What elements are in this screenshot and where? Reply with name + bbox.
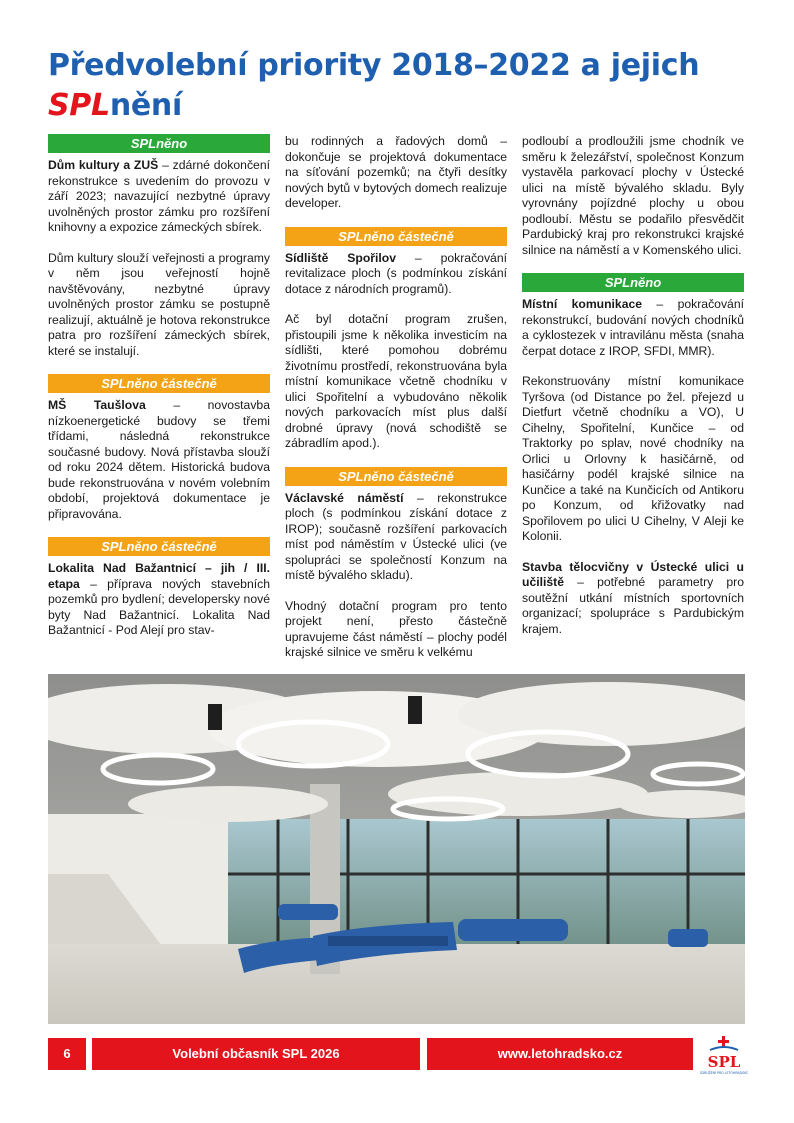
paragraph: Ač byl dotační program zrušen, přistoupili jsme k několika investicím na sídlišti, které pomohou dobrému životnímu prostředí, rekonstruována byla místní komunikace včetně chodníku v ulici Spořitelní a vybudováno několik nových parkovacích míst plus další drobné úpravy (nová schodiště se zábradlím apod.). xyxy=(285,312,507,450)
paragraph: podloubí a prodloužili jsme chodník ve směru k železářství, společnost Konzum vystavěla parkovací plochy v Ústecké ulici na místě bývalého skladu. Byly vyrovnány pojízdné plochy u obou podloubí. Městu se podařilo přesvědčit Pardubický kraj pro rekonstrukci krajské silnice na náměstí a v Komenského ulici. xyxy=(522,134,744,257)
spl-logo-mark xyxy=(700,1034,748,1076)
column-3 xyxy=(522,134,744,652)
paragraph: Dům kultury slouží veřejnosti a programy v něm jsou veřejností hojně navštěvovány, nezbytné úpravy uvolněných prostor zámku se postupně realizují, aktuálně je hotova rekonstrukce patra pro rozšíření zámeckých sbírek, které se instalují. xyxy=(48,250,270,358)
logo-subtext: SDRUŽENÍ PRO LETOHRADSKO xyxy=(700,1071,748,1075)
page-number: 6 xyxy=(63,1046,71,1061)
status-badge-done: SPLněno xyxy=(522,273,744,292)
page-title xyxy=(48,46,748,126)
status-badge-partial: SPLněno částečně xyxy=(48,537,270,556)
paragraph: Rekonstruovány místní komunikace Tyršova (od Distance po žel. přejezd u Dietfurt včetně chodníku a VO), U Cihelny, Spořitelní, Kunčice – od Traktorky po splav, nové chodníky na Orlici u Orlovny k hasičárně, od hasičárny podél krajské silnice na Kunčice a také na Kunčicích od Antikoru po Konzum, od křižovatky nad Spořilovem po ulici U Cihelny, V Aleji ke Kolonii. xyxy=(522,374,744,543)
title-line1: Předvolební priority 2018–2022 a jejich xyxy=(48,48,700,83)
status-badge-partial: SPLněno částečně xyxy=(48,374,270,393)
paragraph: Lokalita Nad Bažantnicí – jih / III. etapa – příprava nových stavebních pozemků pro bydlení; developersky nové byty Nad Bažantnicí. Lokalita Nad Bažantnicí - Pod Alejí pro stav- xyxy=(48,561,270,637)
title-rest: nění xyxy=(109,88,182,123)
paragraph: Místní komunikace – pokračování rekonstrukcí, budování nových chodníků a cyklostezek v intravilánu města (snaha čerpat dotace z IROP, SFDI, MMR). xyxy=(522,297,744,358)
paragraph: bu rodinných a řadových domů – dokončuje se projektová dokumentace na síťování pozemků; na čtyři desítky nových bytů v bytových domech realizuje developer. xyxy=(285,134,507,210)
paragraph: Václavské náměstí – rekonstrukce ploch (s podmínkou získání dotace z IROP); současně rozšíření parkovacích míst pod náměstím v Ústecké ulici (ve spolupráci se společností Konzum na místě bývalého skladu). xyxy=(285,490,507,582)
footer-title-box xyxy=(92,1038,420,1070)
footer-page-box xyxy=(48,1038,86,1070)
footer-url: www.letohradsko.cz xyxy=(497,1046,623,1061)
footer-url-box xyxy=(427,1038,693,1070)
title-spl: SPL xyxy=(48,88,110,123)
status-badge-partial: SPLněno částečně xyxy=(285,227,507,246)
paragraph: Stavba tělocvičny v Ústecké ulici u učiliště – potřebné parametry pro soutěžní utkání místních sportovních organizací; spolupráce s Pardubickým krajem. xyxy=(522,559,744,636)
paragraph: MŠ Taušlova – novostavba nízkoenergetické budovy se třemi třídami, následná rekonstrukce současné budovy. Nová přístavba slouží od roku 2024 dětem. Historická budova bude rekonstruována v novém volebním období, projektová dokumentace je připravována. xyxy=(48,398,270,521)
paragraph: Sídliště Spořilov – pokračování revitalizace ploch (s podmínkou získání dotace z národních programů). xyxy=(285,250,507,296)
lobby-illustration xyxy=(48,674,745,1024)
logo-text: SPL xyxy=(707,1053,741,1071)
footer-title: Volební občasník SPL 2026 xyxy=(172,1046,340,1061)
spl-logo xyxy=(700,1034,748,1076)
paragraph: Dům kultury a ZUŠ – zdárné dokončení rekonstrukce s uvedením do provozu v září 2023; navazující nezbytné úpravy uvolněných prostor zámku pro rozšíření knihovny a expozice zámeckých sbírek. xyxy=(48,158,270,234)
column-2 xyxy=(285,134,507,676)
interior-photo xyxy=(48,674,745,1024)
paragraph: Vhodný dotační program pro tento projekt není, přesto částečně upravujeme část náměstí – plochy podél krajské silnice ve směru k velkému xyxy=(285,598,507,659)
status-badge-partial: SPLněno částečně xyxy=(285,467,507,486)
column-1 xyxy=(48,134,270,654)
status-badge-done: SPLněno xyxy=(48,134,270,153)
